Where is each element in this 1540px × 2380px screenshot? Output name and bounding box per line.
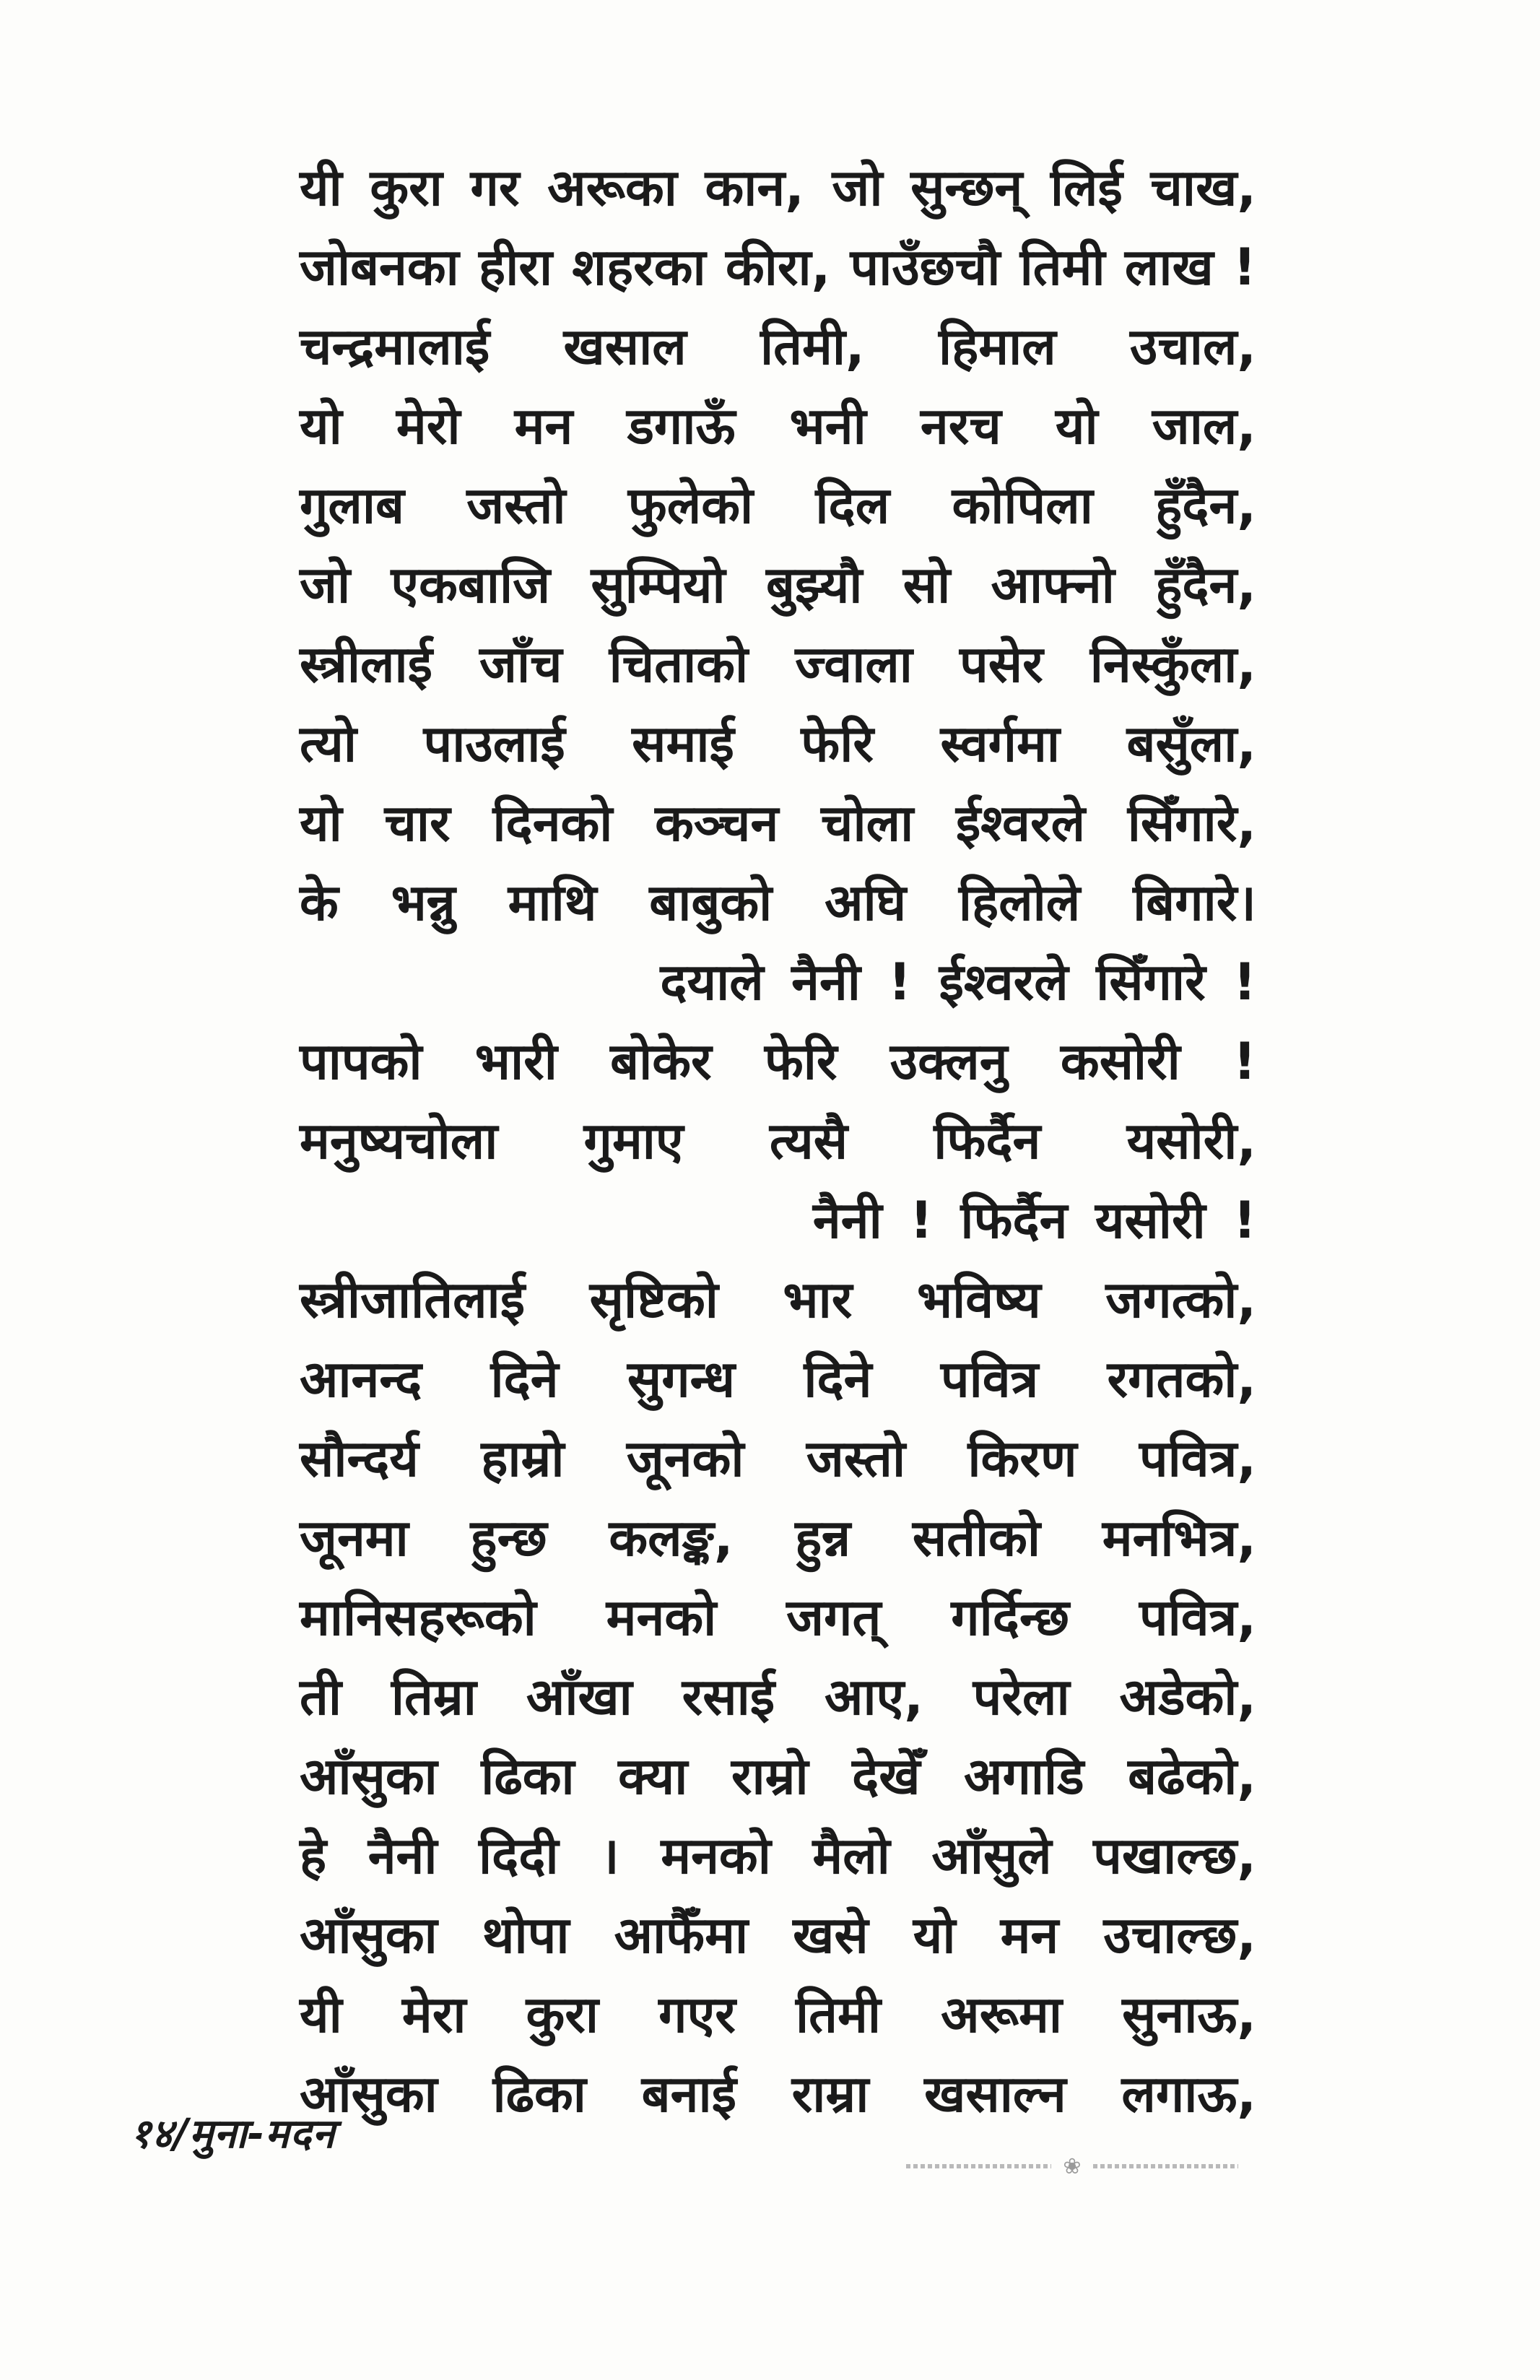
poem-word: अरूका <box>547 158 677 217</box>
poem-word: सतीको <box>912 1508 1041 1568</box>
poem-word: भारी <box>474 1032 557 1091</box>
poem-word: पवित्र, <box>1139 1429 1256 1488</box>
poem-word: आफैँमा <box>614 1906 749 1965</box>
poem-word: अघि <box>825 873 907 932</box>
poem-word: स्त्रीलाई <box>300 635 432 694</box>
poem-word: उचाल, <box>1130 317 1256 376</box>
poem-word: क्या <box>618 1747 688 1806</box>
poem-line <box>300 1895 1256 1975</box>
poem-word: सुन्छन् <box>910 158 1023 217</box>
poem-word: भार <box>783 1270 853 1329</box>
poem-word: तिम्रा <box>391 1667 477 1727</box>
poem-word: सृष्टिको <box>589 1270 718 1329</box>
poem-word: हे <box>300 1826 327 1885</box>
poem-line <box>300 545 1256 625</box>
poem-word: गएर <box>658 1985 736 2044</box>
poem-word: कलङ्क, <box>609 1508 734 1568</box>
poem-word: मनुष्यचोला <box>300 1111 498 1171</box>
poem-word: बुझ्यौ <box>765 555 863 614</box>
poem-word: नैनी <box>367 1826 438 1885</box>
poem-word: गर <box>470 158 520 217</box>
poem-word: हुँदैन, <box>1155 476 1256 535</box>
poem-word: आँसुका <box>300 2064 438 2124</box>
poem-word: कसोरी <box>1060 1032 1180 1091</box>
poem-line <box>300 1022 1256 1101</box>
poem-word: माथि <box>508 873 597 932</box>
poem-word: जो <box>300 555 351 614</box>
poem-word: किरण <box>967 1429 1077 1488</box>
poem-line <box>300 1737 1256 1816</box>
poem-word: लगाऊ, <box>1121 2064 1256 2124</box>
poem-word: दिने <box>804 1350 872 1409</box>
poem-word: देखेँ <box>852 1747 921 1806</box>
poem-word: जस्तो <box>806 1429 906 1488</box>
poem-word: यो <box>300 396 342 456</box>
poem-word: हिलोले <box>958 873 1081 932</box>
poem-line <box>300 2054 1256 2134</box>
poem-word: जगत् <box>786 1588 882 1647</box>
poem-word: यो <box>1055 396 1098 456</box>
poem-word: यो <box>300 794 342 853</box>
poem-word: निस्कुँला, <box>1089 635 1256 694</box>
poem-word: खसाल <box>563 317 687 376</box>
poem-word: सुनाऊ, <box>1122 1985 1256 2044</box>
poem-word: मेरा <box>401 1985 466 2044</box>
poem-refrain-line: नैनी ! फिर्दैन यसोरी ! <box>812 1191 1256 1250</box>
poem-word: चार <box>384 794 451 853</box>
poem-word: बोकेर <box>610 1032 712 1091</box>
poem-word: लिई <box>1050 158 1123 217</box>
poem-text <box>300 148 1256 2134</box>
publisher-text-rule <box>906 2164 1051 2168</box>
poem-word: समाई <box>632 714 734 773</box>
poem-word: कुरा <box>526 1985 599 2044</box>
poem-word: गुलाब <box>300 476 404 535</box>
poem-word: जाँच <box>479 635 562 694</box>
poem-word: चन्द्रमालाई <box>300 317 490 376</box>
poem-word: नरच <box>920 396 1001 456</box>
poem-word: के <box>300 873 339 932</box>
poem-word: त्यसै <box>769 1111 848 1171</box>
poem-line <box>300 783 1256 863</box>
poem-word: अगाडि <box>963 1747 1084 1806</box>
poem-word: गर्दिन्छ <box>951 1588 1070 1647</box>
poem-word: सो <box>902 555 951 614</box>
poem-word: अरूमा <box>941 1985 1063 2044</box>
poem-word: मन <box>1000 1906 1059 1965</box>
poem-line <box>300 148 1256 227</box>
poem-word: राम्रा <box>791 2064 869 2124</box>
poem-line <box>300 227 1256 307</box>
poem-word: त्यो <box>300 714 357 773</box>
poem-word: उक्लनु <box>889 1032 1008 1091</box>
poem-word: मैलो <box>812 1826 890 1885</box>
poem-word: रसाई <box>682 1667 775 1727</box>
poem-word: जाल, <box>1152 396 1256 456</box>
poem-word: भनी <box>789 396 866 456</box>
poem-line <box>300 1260 1256 1339</box>
poem-line <box>300 1975 1256 2054</box>
poem-word: कान, <box>705 158 804 217</box>
ornament-icon: ❀ <box>1063 2153 1082 2179</box>
poem-line <box>300 1657 1256 1737</box>
poem-word: भविष्य <box>916 1270 1041 1329</box>
page-number-title: १४/मुना-मदन <box>130 2111 336 2158</box>
poem-word: सुगन्ध <box>627 1350 736 1409</box>
poem-word: ! <box>1233 238 1256 297</box>
poem-word: जोबनका <box>300 238 459 297</box>
poem-word: दिनको <box>492 794 613 853</box>
poem-word: पाउँछचौ <box>850 238 1001 297</box>
poem-line <box>300 704 1256 783</box>
poem-word: हुन्छ <box>470 1508 547 1568</box>
poem-word: बढेको, <box>1128 1747 1256 1806</box>
poem-line <box>300 1419 1256 1498</box>
poem-line <box>300 1578 1256 1657</box>
poem-line <box>300 1498 1256 1578</box>
poem-line <box>300 863 1256 942</box>
poem-word: मेरो <box>396 396 461 456</box>
poem-word: चोला <box>821 794 914 853</box>
poem-word: पखाल्छ, <box>1093 1826 1256 1885</box>
poem-word: एकबाजि <box>391 555 551 614</box>
poem-word: यो <box>913 1906 956 1965</box>
poem-word: फिर्दैन <box>934 1111 1041 1171</box>
poem-word: पापको <box>300 1032 422 1091</box>
poem-word: कुरा <box>370 158 443 217</box>
poem-word: फेरि <box>801 714 874 773</box>
poem-word: ती <box>300 1667 342 1727</box>
poem-word: पवित्र <box>940 1350 1039 1409</box>
poem-word: डगाऊँ <box>627 396 736 456</box>
poem-word: आँसुका <box>300 1906 438 1965</box>
poem-word: ढिका <box>481 1747 575 1806</box>
poem-word: मनभित्र, <box>1102 1508 1256 1568</box>
poem-word: बनाई <box>641 2064 736 2124</box>
poem-line <box>300 307 1256 386</box>
poem-word: जूनको <box>626 1429 744 1488</box>
poem-word: फेरि <box>764 1032 838 1091</box>
poem-word: भन्नु <box>391 873 456 932</box>
poem-line <box>300 1816 1256 1895</box>
poem-word: उचाल्छ, <box>1103 1906 1256 1965</box>
poem-word: मनको <box>661 1826 771 1885</box>
poem-word: रगतको, <box>1107 1350 1256 1409</box>
poem-refrain-line: दयाले नैनी ! ईश्वरले सिँगारे ! <box>660 952 1256 1012</box>
poem-word: कोपिला <box>952 476 1093 535</box>
poem-word: अडेको, <box>1119 1667 1256 1727</box>
poem-word: आँसुका <box>300 1747 438 1806</box>
poem-word: यी <box>300 1985 342 2044</box>
poem-word: बिगारे। <box>1133 873 1256 932</box>
poem-word: यसोरी, <box>1126 1111 1256 1171</box>
poem-word: हिमाल <box>938 317 1056 376</box>
poem-word: कीरा, <box>725 238 831 297</box>
poem-word: जो <box>832 158 883 217</box>
poem-word: जगत्को, <box>1105 1270 1256 1329</box>
poem-word: हुँदैन, <box>1155 555 1256 614</box>
poem-word: दिदी <box>479 1826 559 1885</box>
poem-word: ! <box>1233 1032 1256 1091</box>
poem-word: चिताको <box>609 635 749 694</box>
poem-line <box>300 386 1256 466</box>
poem-word: पवित्र, <box>1139 1588 1256 1647</box>
poem-line <box>300 466 1256 545</box>
poem-word: सुम्पियो <box>591 555 726 614</box>
poem-word: मनको <box>606 1588 717 1647</box>
poem-word: शहरका <box>572 238 706 297</box>
poem-word: चाख, <box>1150 158 1256 217</box>
poem-word: आए, <box>824 1667 923 1727</box>
publisher-mark <box>906 2153 1238 2179</box>
poem-word: सौन्दर्य <box>300 1429 419 1488</box>
poem-word: तिमी, <box>760 317 865 376</box>
poem-word: ज्वाला <box>795 635 913 694</box>
poem-word: तिमी <box>796 1985 882 2044</box>
poem-word: गुमाए <box>583 1111 684 1171</box>
poem-word: आँसुले <box>931 1826 1052 1885</box>
poem-word: हीरा <box>479 238 553 297</box>
publisher-text-rule <box>1093 2164 1238 2168</box>
poem-word: मानिसहरूको <box>300 1588 536 1647</box>
poem-word: मन <box>514 396 573 456</box>
poem-word: यी <box>300 158 342 217</box>
poem-word: । <box>600 1826 619 1885</box>
poem-word: तिमी <box>1019 238 1105 297</box>
poem-word: खसे <box>793 1906 869 1965</box>
poem-line <box>300 625 1256 704</box>
poem-word: दिल <box>815 476 890 535</box>
poem-word: खसाल्न <box>924 2064 1066 2124</box>
poem-word: आफ्नो <box>991 555 1115 614</box>
poem-word: थोपा <box>482 1906 570 1965</box>
poem-word: स्त्रीजातिलाई <box>300 1270 526 1329</box>
poem-line <box>300 1101 1256 1181</box>
poem-word: परेला <box>973 1667 1070 1727</box>
poem-word: फुलेको <box>627 476 754 535</box>
poem-word: ढिका <box>492 2064 586 2124</box>
poem-word: दिने <box>490 1350 559 1409</box>
poem-word: आनन्द <box>300 1350 422 1409</box>
poem-word: जस्तो <box>466 476 566 535</box>
poem-line <box>300 1339 1256 1419</box>
poem-word: ईश्वरले <box>955 794 1086 853</box>
poem-word: हाम्रो <box>481 1429 565 1488</box>
poem-word: बसुँला, <box>1126 714 1256 773</box>
poem-word: पसेर <box>960 635 1043 694</box>
poem-word: कञ्चन <box>655 794 779 853</box>
poem-word: सिँगारे, <box>1127 794 1256 853</box>
poem-word: पाउलाई <box>423 714 565 773</box>
poem-word: हुन्न <box>795 1508 851 1568</box>
poem-word: जूनमा <box>300 1508 409 1568</box>
poem-word: लाख <box>1124 238 1214 297</box>
poem-word: आँखा <box>526 1667 632 1727</box>
poem-word: स्वर्गमा <box>940 714 1061 773</box>
poem-word: राम्रो <box>731 1747 809 1806</box>
poem-word: बाबुको <box>649 873 773 932</box>
